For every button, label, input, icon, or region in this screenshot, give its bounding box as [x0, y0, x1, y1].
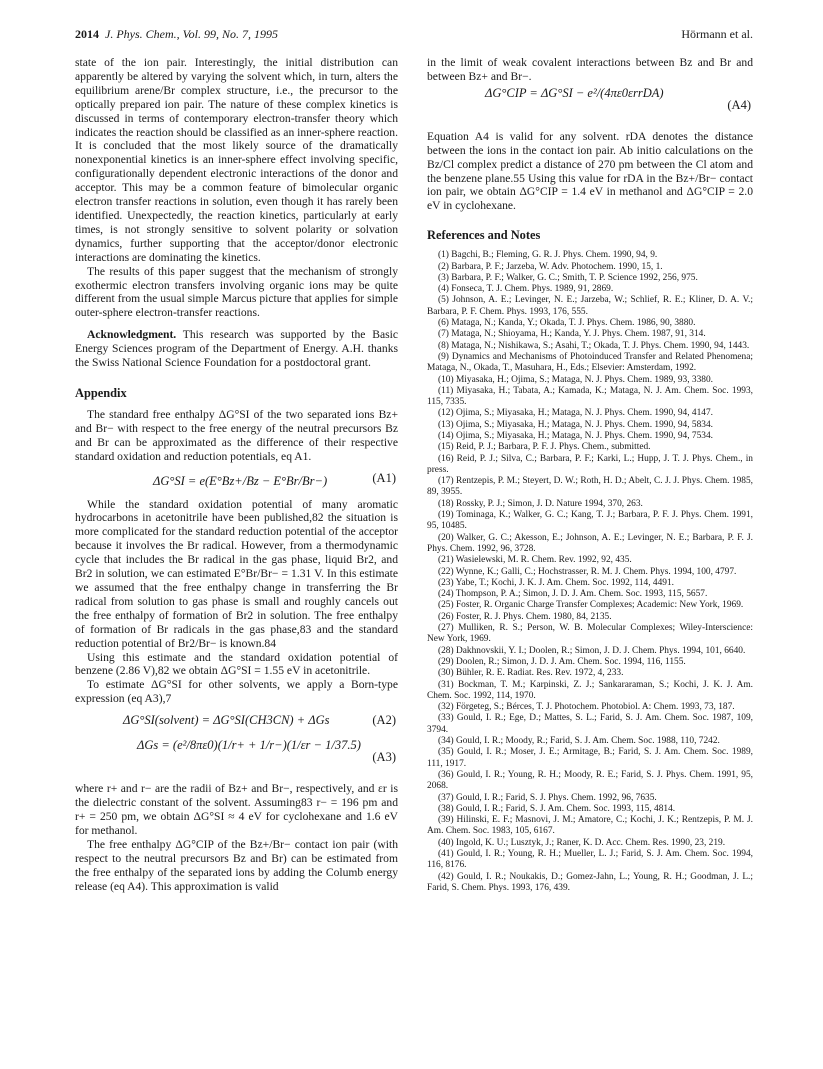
- equation-a3-label: (A3): [372, 750, 396, 765]
- reference-item: (11) Miyasaka, H.; Tabata, A.; Kamada, K.; Mataga, N. J. Am. Chem. Soc. 1993, 115, 7335.: [427, 385, 753, 408]
- reference-item: (18) Rossky, P. J.; Simon, J. D. Nature 1994, 370, 263.: [438, 498, 643, 509]
- reference-item: (41) Gould, I. R.; Young, R. H.; Mueller, L. J.; Farid, S. J. Am. Chem. Soc. 1994, 116, 8176.: [427, 848, 753, 871]
- appendix-heading: Appendix: [75, 385, 127, 400]
- equation-a3-expression: ΔGs = (e²/8πε0)(1/r+ + 1/r−)(1/εr − 1/37.5): [137, 738, 361, 753]
- appendix-paragraph-2: While the standard oxidation potential of many aromatic hydrocarbons in acetonitrile have been published,82 the situation is more complicated for the standard reduction potential of the acceptor because it involves the Br radical. However, from a thermodynamic cycle that includes the Br radical in the gas phase, liquid Br2, and Br2 in solution, we can estimated E°Br/Br− = 1.31 V. In this estimate we assumed that the free enthalpy change in transferring the Br radical from solution to gas phase is small and roughly cancels out the free enthalpy of formation of Br2 in solution. The free enthalpy of formation of Br radicals in the gas phase,83 and the standard reduction potential of Br2/Br− is known.84: [75, 497, 398, 650]
- reference-item: (4) Fonseca, T. J. Chem. Phys. 1989, 91, 2869.: [438, 284, 614, 295]
- reference-item: (25) Foster, R. Organic Charge Transfer Complexes; Academic: New York, 1969.: [438, 600, 744, 611]
- reference-item: (10) Miyasaka, H.; Ojima, S.; Mataga, N. J. Phys. Chem. 1989, 93, 3380.: [438, 374, 713, 385]
- appendix-paragraph-4: To estimate ΔG°SI for other solvents, we apply a Born-type expression (eq A3),7: [75, 678, 398, 706]
- equation-a1-label: (A1): [372, 470, 396, 485]
- reference-item: (31) Bockman, T. M.; Karpinski, Z. J.; Sankararaman, S.; Kochi, J. K. J. Am. Chem. Soc. 1992, 114, 1970.: [427, 679, 753, 701]
- page-number: 2014: [75, 27, 99, 41]
- reference-item: (6) Mataga, N.; Kanda, Y.; Okada, T. J. Phys. Chem. 1986, 90, 3880.: [438, 318, 696, 329]
- reference-item: (24) Thompson, P. A.; Simon, J. D. J. Am. Chem. Soc. 1993, 115, 5657.: [438, 589, 708, 600]
- reference-item: (14) Ojima, S.; Miyasaka, H.; Mataga, N. J. Phys. Chem. 1990, 94, 7534.: [438, 431, 713, 441]
- reference-item: (28) Dakhnovskii, Y. I.; Doolen, R.; Simon, J. D. J. Chem. Phys. 1994, 101, 6640.: [438, 645, 746, 656]
- reference-item: (32) Förgeteg, S.; Bérces, T. J. Photochem. Photobiol. A: Chem. 1993, 73, 187.: [438, 702, 735, 713]
- continuation-paragraph: in the limit of weak covalent interactions between Bz and Br and between Bz+ and Br−.: [427, 56, 753, 83]
- reference-item: (40) Ingold, K. U.; Lusztyk, J.; Raner, K. D. Acc. Chem. Res. 1990, 23, 219.: [438, 837, 726, 848]
- references-list: [427, 250, 753, 894]
- equation-a2: [75, 706, 398, 736]
- reference-item: (27) Mulliken, R. S.; Person, W. B. Molecular Complexes; Wiley-Interscience: New York, 1969.: [427, 623, 753, 645]
- reference-item: (35) Gould, I. R.; Moser, J. E.; Armitage, B.; Farid, S. J. Am. Chem. Soc. 1989, 111, 1917.: [427, 747, 753, 769]
- reference-item: (15) Reid, P. J.; Barbara, P. F. J. Phys. Chem., submitted.: [438, 442, 651, 453]
- acknowledgment-text: This research was supported by the Basic Energy Sciences program of the Department of Energy. A.H. thanks the Swiss National Science Foundation for a postdoctoral grant.: [75, 328, 398, 370]
- reference-item: (3) Barbara, P. F.; Walker, G. C.; Smith, T. P. Science 1992, 256, 975.: [438, 272, 698, 283]
- reference-item: (19) Tominaga, K.; Walker, G. C.; Kang, T. J.; Barbara, P. F. J. Phys. Chem. 1991, 95, 10485.: [427, 510, 753, 532]
- reference-item: (38) Gould, I. R.; Farid, S. J. Am. Chem. Soc. 1993, 115, 4814.: [438, 803, 676, 814]
- equation-a4: [427, 84, 753, 130]
- equation-a2-expression: ΔG°SI(solvent) = ΔG°SI(CH3CN) + ΔGs: [123, 713, 330, 728]
- equation-a1: [75, 464, 398, 498]
- reference-item: (12) Ojima, S.; Miyasaka, H.; Mataga, N. J. Phys. Chem. 1990, 94, 4147.: [438, 408, 713, 419]
- intro-paragraph: state of the ion pair. Interestingly, the initial distribution can apparently be altered by varying the solvent which, in turn, alters the equilibrium arene/Br complex structure, i.e., the precursor to the optically prepared ion pair. The nature of these complex kinetics is discussed in terms of contemporary electron-transfer theory which indicates the reaction should be classified as an inner-sphere reaction. It is concluded that the most likely source of the dramatically nonexponential kinetics is an inner-sphere effect involving specific, configurationally dependent electronic interactions of the donor and acceptor. This may be a common feature of bimolecular organic electron transfer reactions in solution, even though it has rarely been identified. Unexpectedly, the reaction kinetics, particularly at early times, is not strongly sensitive to solvent polarity or solvation dynamics, further supporting that the acceptor/donor electronic interactions are dominating the kinetics.: [75, 56, 398, 264]
- appendix-paragraph-6: The free enthalpy ΔG°CIP of the Bz+/Br− contact ion pair (with respect to the neutral precursors Bz and Br) can be estimated from the free enthalpy of the separated ions by adding the Columb energy release (eq A4). This approximation is valid: [75, 837, 398, 893]
- reference-item: (8) Mataga, N.; Nishikawa, S.; Asahi, T.; Okada, T. J. Phys. Chem. 1990, 94, 1443.: [438, 340, 750, 351]
- journal-citation: J. Phys. Chem., Vol. 99, No. 7, 1995: [105, 27, 278, 41]
- after-equation-a4-paragraph: Equation A4 is valid for any solvent. rDA denotes the distance between the ions in the contact ion pair. Ab initio calculations on the Bz/Cl complex predict a distance of 270 pm between the Cl atom and the benzene plane.55 Using this value for rDA in the Bz+/Br− contact ion pair, we obtain ΔG°CIP = 1.4 eV in methanol and ΔG°CIP = 2.0 eV in cyclohexane.: [427, 129, 753, 213]
- reference-item: (34) Gould, I. R.; Moody, R.; Farid, S. J. Am. Chem. Soc. 1988, 110, 7242.: [438, 736, 720, 747]
- equation-a1-expression: ΔG°SI = e(E°Bz+/Bz − E°Br/Br−): [153, 473, 328, 488]
- reference-item: (7) Mataga, N.; Shioyama, H.; Kanda, Y. J. Phys. Chem. 1987, 91, 314.: [438, 329, 706, 340]
- reference-item: (2) Barbara, P. F.; Jarzeba, W. Adv. Photochem. 1990, 15, 1.: [438, 261, 663, 272]
- equation-a3: [75, 736, 398, 782]
- reference-item: (42) Gould, I. R.; Noukakis, D.; Gomez-Jahn, L.; Young, R. H.; Goodman, J. L.; Farid, S. Chem. Phys. 1993, 176, 439.: [427, 871, 753, 893]
- reference-item: (33) Gould, I. R.; Ege, D.; Mattes, S. L.; Farid, S. J. Am. Chem. Soc. 1987, 109, 3794.: [427, 713, 753, 735]
- reference-item: (5) Johnson, A. E.; Levinger, N. E.; Jarzeba, W.; Schlief, R. E.; Kliner, D. A. V.; Barbara, P. F. Chem. Phys. 1993, 176, 555.: [427, 295, 753, 317]
- reference-item: (9) Dynamics and Mechanisms of Photoinduced Transfer and Related Phenomena; Mataga, N., Okada, T., Masuhara, H., Eds.; Elsevier: Amsterdam, 1992.: [427, 351, 753, 374]
- equation-a4-label: (A4): [727, 97, 751, 112]
- reference-item: (21) Wasielewski, M. R. Chem. Rev. 1992, 92, 435.: [438, 555, 632, 566]
- header-left: [75, 27, 278, 42]
- running-header: [75, 27, 753, 45]
- reference-item: (30) Bühler, R. E. Radiat. Res. Rev. 1972, 4, 233.: [438, 668, 624, 679]
- reference-item: (23) Yabe, T.; Kochi, J. K. J. Am. Chem. Soc. 1992, 114, 4491.: [438, 577, 675, 588]
- left-column: [75, 56, 398, 893]
- results-paragraph: The results of this paper suggest that the mechanism of strongly exothermic electron transfers involving organic ions may be quite different from the usual simple Marcus picture that applies for simple outer-sphere electron-transfer reactions.: [75, 264, 398, 320]
- appendix-paragraph-3: Using this estimate and the standard oxidation potential of benzene (2.86 V),82 we obtain ΔG°SI = 1.55 eV in acetonitrile.: [75, 650, 398, 678]
- equation-a2-label: (A2): [372, 713, 396, 728]
- reference-item: (26) Foster, R. J. Phys. Chem. 1980, 84, 2135.: [438, 611, 612, 622]
- header-authors: Hörmann et al.: [681, 27, 753, 41]
- equation-a4-expression: ΔG°CIP = ΔG°SI − e²/(4πε0εrrDA): [485, 85, 664, 100]
- references-heading: References and Notes: [427, 228, 541, 243]
- reference-item: (29) Doolen, R.; Simon, J. D. J. Am. Chem. Soc. 1994, 116, 1155.: [438, 656, 686, 667]
- reference-item: (36) Gould, I. R.; Young, R. H.; Moody, R. E.; Farid, S. J. Phys. Chem. 1991, 95, 2068.: [427, 769, 753, 792]
- reference-item: (1) Bagchi, B.; Fleming, G. R. J. Phys. Chem. 1990, 94, 9.: [438, 250, 658, 261]
- reference-item: (39) Hilinski, E. F.; Masnovi, J. M.; Amatore, C.; Kochi, J. K.; Rentzepis, P. M. J. Am. Chem. Soc. 1983, 105, 6167.: [427, 815, 753, 837]
- reference-item: (37) Gould, I. R.; Farid, S. J. Phys. Chem. 1992, 96, 7635.: [438, 792, 657, 803]
- reference-item: (20) Walker, G. C.; Akesson, E.; Johnson, A. E.; Levinger, N. E.; Barbara, P. F. J. Phys. Chem. 1992, 96, 3728.: [427, 532, 753, 554]
- right-column: [427, 56, 753, 894]
- appendix-paragraph-1: The standard free enthalpy ΔG°SI of the two separated ions Bz+ and Br− with respect to the free energy of the neutral precursors Bz and Br can be approximated as the difference of their respective standard oxidation and reduction potentials, eq A1.: [75, 407, 398, 463]
- reference-item: (13) Ojima, S.; Miyasaka, H.; Mataga, N. J. Phys. Chem. 1990, 94, 5834.: [438, 419, 713, 430]
- acknowledgment-paragraph: [75, 328, 398, 370]
- appendix-paragraph-5: where r+ and r− are the radii of Bz+ and Br−, respectively, and εr is the dielectric constant of the solvent. Assuming83 r− = 196 pm and r+ = 250 pm, we obtain ΔG°SI ≈ 4 eV for cyclohexane and 1.6 eV for methanol.: [75, 782, 398, 837]
- reference-item: (22) Wynne, K.; Galli, C.; Hochstrasser, R. M. J. Chem. Phys. 1994, 100, 4797.: [438, 566, 737, 577]
- reference-item: (16) Reid, P. J.; Silva, C.; Barbara, P. F.; Karki, L.; Hupp, J. T. J. Phys. Chem., in press.: [427, 453, 753, 475]
- reference-item: (17) Rentzepis, P. M.; Steyert, D. W.; Roth, H. D.; Abelt, C. J. J. Phys. Chem. 1985, 89, 3955.: [427, 476, 753, 498]
- acknowledgment-label: Acknowledgment.: [87, 328, 177, 342]
